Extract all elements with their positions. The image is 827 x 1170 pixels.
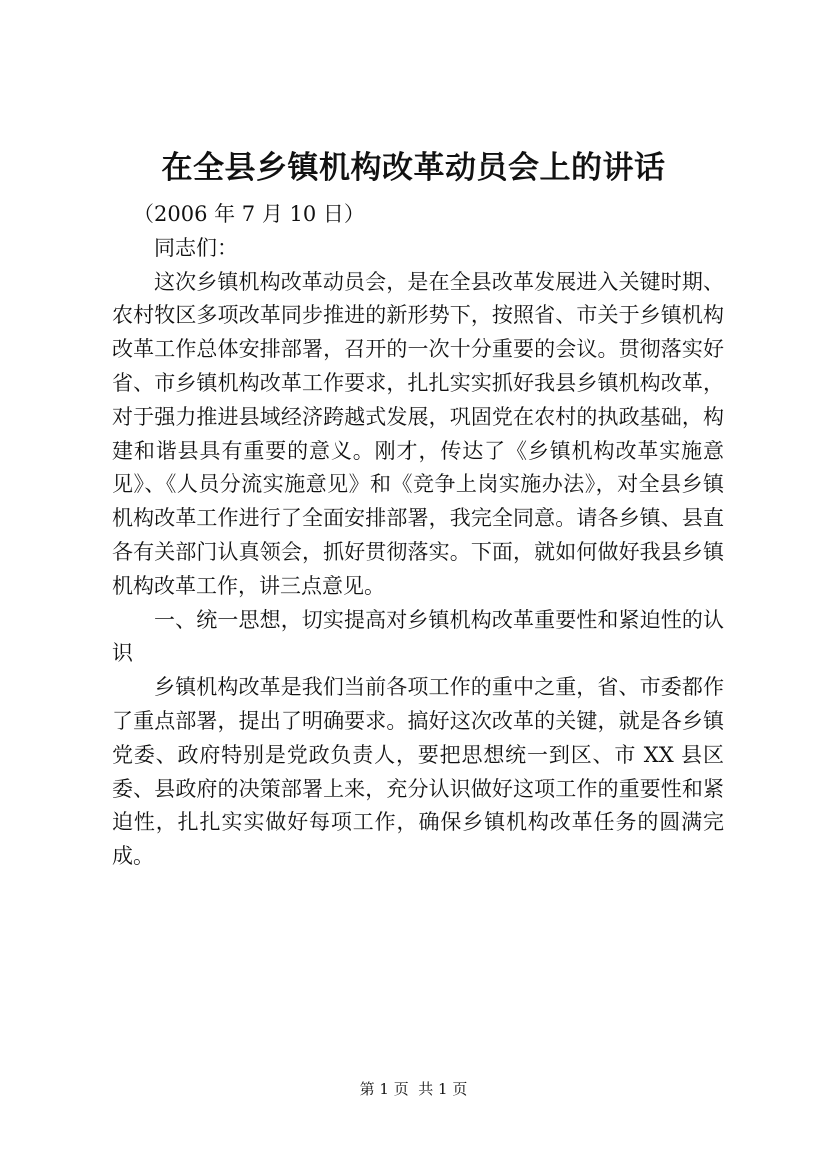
body-paragraph: 这次乡镇机构改革动员会，是在全县改革发展进入关键时期、农村牧区多项改革同步推进的新形势下，按照省、市关于乡镇机构改革工作总体安排部署，召开的一次十分重要的会议。贯彻落实好省、市乡镇机构改革工作要求，扎扎实实抓好我县乡镇机构改革，对于强力推进县域经济跨越式发展，巩固党在农村的执政基础，构建和谐县具有重要的意义。刚才，传达了《乡镇机构改革实施意见》、《人员分流实施意见》和《竞争上岗实施办法》，对全县乡镇机构改革工作进行了全面安排部署，我完全同意。请各乡镇、县直各有关部门认真领会，抓好贯彻落实。下面，就如何做好我县乡镇机构改革工作，讲三点意见。 [112,269,724,598]
section-heading: 一、统一思想，切实提高对乡镇机构改革重要性和紧迫性的认识 [112,607,724,666]
document-body [112,198,724,874]
speech-date: （2006 年 7 月 10 日） [133,202,365,226]
page-footer [0,1079,827,1099]
section-paragraph: 乡镇机构改革是我们当前各项工作的重中之重，省、市委都作了重点部署，提出了明确要求。搞好这次改革的关键，就是各乡镇党委、政府特别是党政负责人，要把思想统一到区、市 XX 县区委、县政府的决策部署上来，充分认识做好这项工作的重要性和紧迫性，扎扎实实做好每项工作，确保乡镇机构改革任务的圆满完成。 [112,675,724,869]
page-number-label: 第 1 页 共 1 页 [359,1080,468,1098]
salutation: 同志们： [154,235,238,260]
document-title: 在全县乡镇机构改革动员会上的讲话 [161,150,666,186]
